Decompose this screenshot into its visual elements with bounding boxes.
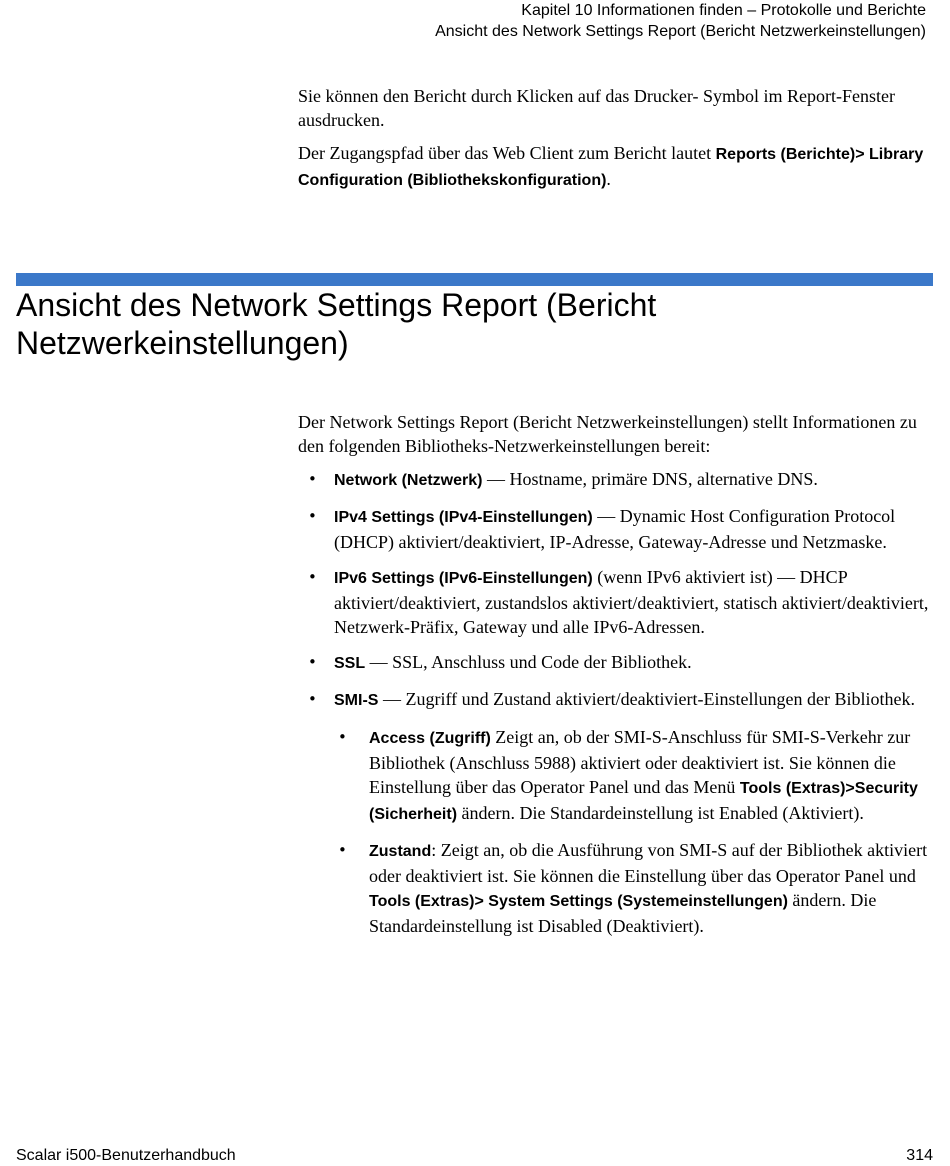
item-bold-label: Network (Netzwerk): [334, 472, 483, 489]
sub-item-text: : Zeigt an, ob die Ausführung von SMI-S auf der Bibliothek aktiviert oder deaktiviert ist. Sie können die Einstellung über das Operator Panel und: [369, 840, 928, 886]
section-body: [298, 410, 932, 949]
sub-item-menu-path: Tools (Extras)>Security (Sicherheit): [369, 780, 918, 823]
bullet-icon: •: [308, 690, 317, 708]
sub-list-item: [334, 725, 932, 827]
footer-title: Scalar i500-Benutzerhandbuch: [16, 1147, 236, 1164]
sub-item-bold-label: Zustand: [369, 843, 432, 860]
item-text: — SSL, Anschluss und Code der Bibliothek.: [365, 652, 692, 672]
header-chapter-line: Kapitel 10 Informationen finden – Protokolle und Berichte: [521, 2, 926, 19]
item-bold-label: IPv6 Settings (IPv6-Einstellungen): [334, 570, 593, 587]
item-text: — Hostname, primäre DNS, alternative DNS.: [482, 469, 818, 489]
sub-item-text-end: ändern. Die Standardeinstellung ist Enabled (Aktiviert).: [457, 803, 864, 823]
section-rule: [16, 273, 933, 286]
item-bold-label: SMI-S: [334, 692, 379, 709]
sub-item-bold-label: Access (Zugriff): [369, 730, 491, 747]
intro-paragraph-print: Sie können den Bericht durch Klicken auf das Drucker- Symbol im Report-Fenster ausdrucken.: [298, 86, 895, 130]
list-item: [298, 565, 932, 639]
sub-item-text-end: ändern. Die Standardeinstellung ist Disabled (Deaktiviert).: [369, 890, 877, 936]
item-text: — Dynamic Host Configuration Protocol (DHCP) aktiviert/deaktiviert, IP-Adresse, Gateway-Adresse und Netzmaske.: [334, 506, 896, 552]
list-item: [298, 504, 932, 554]
intro-text: [298, 84, 928, 202]
sub-list-item: [334, 838, 932, 938]
bullet-icon: •: [308, 507, 317, 525]
intro-path-bold: Reports (Berichte)> Library Configuration (Bibliothekskonfiguration): [298, 146, 924, 189]
item-text: — Zugriff und Zustand aktiviert/deaktiviert-Einstellungen der Bibliothek.: [378, 689, 915, 709]
list-item: [298, 467, 932, 493]
list-item: [298, 687, 932, 938]
item-text: (wenn IPv6 aktiviert ist) — DHCP aktiviert/deaktiviert, zustandslos aktiviert/deaktiviert, statisch aktiviert/deaktiviert, Netzwerk-Präfix, Gateway und alle IPv6-Adressen.: [334, 567, 929, 637]
intro-paragraph-path: [298, 141, 928, 193]
page-number: 314: [906, 1147, 933, 1164]
sub-item-text: Zeigt an, ob der SMI-S-Anschluss für SMI-S-Verkehr zur Bibliothek (Anschluss 5988) aktiviert oder deaktiviert ist. Sie können die Einstellung über das Operator Panel und das Menü: [369, 727, 911, 797]
bullet-icon: •: [338, 841, 347, 859]
bullet-icon: •: [308, 653, 317, 671]
section-title: Ansicht des Network Settings Report (Bericht Netzwerkeinstellungen): [16, 287, 657, 361]
intro-path-end: .: [606, 169, 611, 189]
bullet-icon: •: [308, 568, 317, 586]
item-bold-label: SSL: [334, 655, 366, 672]
section-intro-paragraph: Der Network Settings Report (Bericht Netzwerkeinstellungen) stellt Informationen zu den folgenden Bibliotheks-Netzwerkeinstellungen bereit:: [298, 412, 917, 456]
settings-list: [298, 467, 932, 938]
bullet-icon: •: [308, 470, 317, 488]
running-header: [435, 0, 926, 42]
sub-item-menu-path: Tools (Extras)> System Settings (Systemeinstellungen): [369, 893, 788, 910]
intro-path-text: Der Zugangspfad über das Web Client zum Bericht lautet: [298, 143, 716, 163]
bullet-icon: •: [338, 728, 347, 746]
list-item: [298, 650, 932, 676]
header-section-line: Ansicht des Network Settings Report (Bericht Netzwerkeinstellungen): [435, 23, 926, 40]
smis-sub-list: [334, 725, 932, 938]
item-bold-label: IPv4 Settings (IPv4-Einstellungen): [334, 509, 593, 526]
